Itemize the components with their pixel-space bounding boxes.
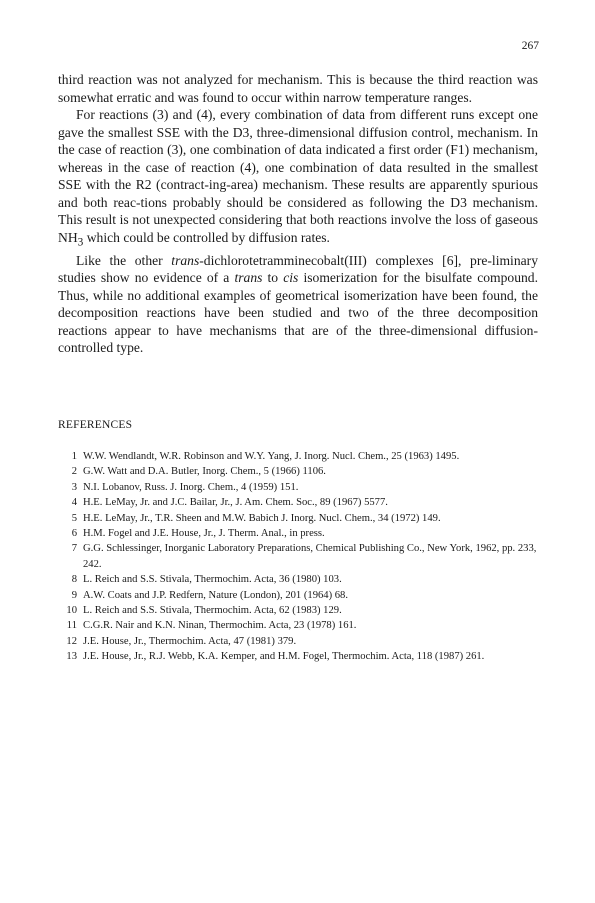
reference-text: J.E. House, Jr., Thermochim. Acta, 47 (1981) 379. xyxy=(83,635,297,647)
reference-item xyxy=(58,449,540,464)
reference-number: 9 xyxy=(71,589,77,601)
reference-text: G.G. Schlessinger, Inorganic Laboratory Preparations, Chemical Publishing Co., New York, 1962, pp. 233, 242. xyxy=(83,543,537,570)
reference-text: H.E. LeMay, Jr. and J.C. Bailar, Jr., J. Am. Chem. Soc., 89 (1967) 5577. xyxy=(83,497,388,509)
reference-number: 8 xyxy=(71,574,77,586)
subscript: 3 xyxy=(77,236,84,249)
reference-item xyxy=(58,572,540,587)
reference-number: 10 xyxy=(66,605,77,617)
reference-item xyxy=(58,495,540,510)
reference-text: J.E. House, Jr., R.J. Webb, K.A. Kemper, and H.M. Fogel, Thermochim. Acta, 118 (1987) 261. xyxy=(83,651,485,663)
reference-text: G.W. Watt and D.A. Butler, Inorg. Chem., 5 (1966) 1106. xyxy=(83,466,326,478)
reference-text: L. Reich and S.S. Stivala, Thermochim. Acta, 62 (1983) 129. xyxy=(83,605,342,617)
reference-number: 3 xyxy=(71,481,77,493)
text-run: third reaction was not analyzed for mechanism. This is because the third reaction was somewhat erratic and was found to occur within narrow temperature ranges. xyxy=(58,72,538,105)
reference-number: 4 xyxy=(71,497,77,509)
text-run: For reactions (3) and (4), every combination of data from different runs except one gave the smallest SSE with the D3, three-dimensional diffusion control, mechanism. In the case of reaction (3), one combination of data indicated a first order (F1) mechanism, whereas in the case of reaction (4), one combination of data resulted in the smallest SSE with the R2 (contract-ing-area) mechanism. These results are apparently spurious and both reac-tions probably should be considered as following the D3 mechanism. This result is not unexpected considering that both reactions involve the loss of gaseous NH xyxy=(58,107,538,245)
text-run: which could be controlled by diffusion rates. xyxy=(83,229,330,245)
reference-number: 7 xyxy=(71,543,77,555)
italic-term: trans xyxy=(234,270,263,286)
reference-number: 1 xyxy=(71,451,77,462)
reference-item xyxy=(58,526,540,541)
italic-term: cis xyxy=(283,270,299,286)
reference-number: 13 xyxy=(66,651,77,663)
reference-text: L. Reich and S.S. Stivala, Thermochim. Acta, 36 (1980) 103. xyxy=(83,574,342,586)
paragraph xyxy=(58,106,538,252)
reference-number: 2 xyxy=(71,466,77,478)
references-list xyxy=(58,449,540,665)
text-run: Like the other xyxy=(76,252,172,268)
paragraph xyxy=(58,252,538,357)
text-run: -dichlorotetramminecobalt(III) complexes [6], pre-liminary studies show no evidence of a xyxy=(58,252,538,286)
reference-number: 5 xyxy=(71,512,77,524)
references-heading: REFERENCES xyxy=(58,419,133,431)
page-number: 267 xyxy=(521,40,539,52)
reference-item xyxy=(58,464,540,479)
reference-item xyxy=(58,541,540,572)
paragraph xyxy=(58,71,538,106)
italic-term: trans xyxy=(171,252,200,268)
reference-item xyxy=(58,603,540,618)
reference-number: 11 xyxy=(66,620,77,632)
reference-text: N.I. Lobanov, Russ. J. Inorg. Chem., 4 (1959) 151. xyxy=(83,481,299,493)
reference-text: H.E. LeMay, Jr., T.R. Sheen and M.W. Babich J. Inorg. Nucl. Chem., 34 (1972) 149. xyxy=(83,512,441,524)
reference-item xyxy=(58,588,540,603)
reference-item xyxy=(58,511,540,526)
reference-number: 12 xyxy=(66,635,77,647)
text-run: isomerization for the bisulfate compound. Thus, while no additional examples of geometrical isomerization have been found, the decomposition reactions have been studied and two of the three decomposition reactions appear to have mechanisms that are of the three-dimensional diffusion-controlled type. xyxy=(58,270,538,356)
reference-item xyxy=(58,634,540,649)
reference-text: H.M. Fogel and J.E. House, Jr., J. Therm. Anal., in press. xyxy=(83,528,325,540)
reference-text: C.G.R. Nair and K.N. Ninan, Thermochim. Acta, 23 (1978) 161. xyxy=(83,620,357,632)
reference-text: W.W. Wendlandt, W.R. Robinson and W.Y. Yang, J. Inorg. Nucl. Chem., 25 (1963) 1495. xyxy=(83,451,460,462)
reference-item xyxy=(58,480,540,495)
reference-item xyxy=(58,649,540,664)
reference-item xyxy=(58,618,540,633)
reference-text: A.W. Coats and J.P. Redfern, Nature (London), 201 (1964) 68. xyxy=(83,589,348,601)
reference-number: 6 xyxy=(71,528,77,540)
text-run: to xyxy=(262,270,284,286)
body-text xyxy=(58,71,538,357)
